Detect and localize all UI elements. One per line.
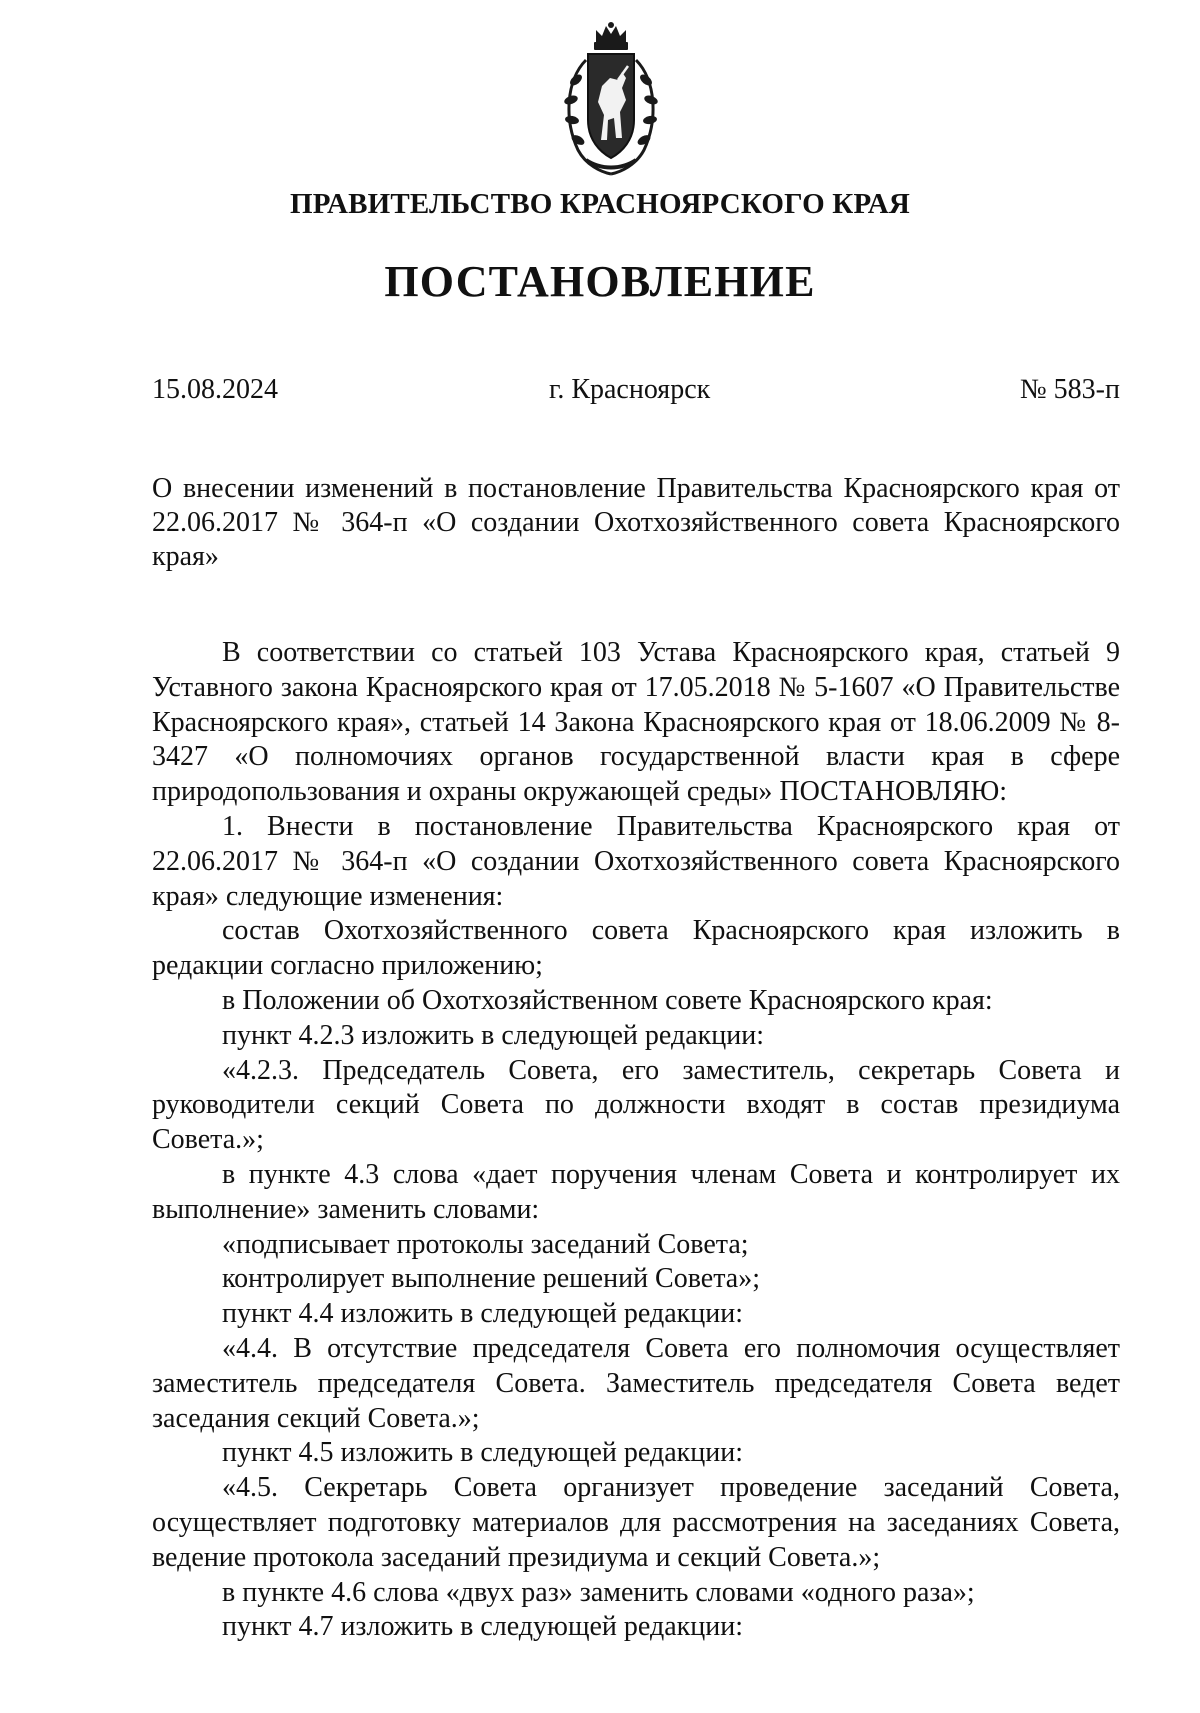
body-paragraph: В соответствии со статьей 103 Устава Красноярского края, статьей 9 Уставного закона Красноярского края от 17.05.2018 № 5-1607 «О Правительстве Красноярского края», статьей 14 Закона Красноярского края от 18.06.2009 № 8-3427 «О полномочиях органов государственной власти края в сфере природопользования и охраны окружающей среды» ПОСТАНОВЛЯЮ: [152, 637, 1120, 808]
document-date: 15.08.2024 [152, 374, 278, 405]
document-subject: О внесении изменений в постановление Правительства Красноярского края от 22.06.2017 № 364-п «О создании Охотхозяйственного совета Красноярского края» [152, 473, 1120, 572]
organization-title: ПРАВИТЕЛЬСТВО КРАСНОЯРСКОГО КРАЯ [289, 188, 911, 220]
body-paragraph: состав Охотхозяйственного совета Красноярского края изложить в редакции согласно приложению; [152, 915, 1120, 982]
document-meta-row [152, 374, 1120, 414]
body-paragraph: «подписывает протоколы заседаний Совета; [222, 1228, 749, 1260]
body-paragraph: в пункте 4.3 слова «дает поручения членам Совета и контролирует их выполнение» заменить словами: [152, 1158, 1120, 1225]
body-paragraph: контролирует выполнение решений Совета»; [222, 1263, 761, 1295]
body-paragraph: 1. Внести в постановление Правительства Красноярского края от 22.06.2017 № 364-п «О создании Охотхозяйственного совета Красноярского края» следующие изменения: [152, 810, 1120, 912]
body-paragraph: в пункте 4.6 слова «двух раз» заменить словами «одного раза»; [222, 1576, 975, 1608]
coat-of-arms-emblem [556, 20, 666, 180]
document-city: г. Красноярск [549, 374, 711, 405]
body-paragraph: «4.4. В отсутствие председателя Совета его полномочия осуществляет заместитель председателя Совета. Заместитель председателя Совета ведет заседания секций Совета.»; [152, 1332, 1120, 1434]
body-paragraph: «4.5. Секретарь Совета организует проведение заседаний Совета, осуществляет подготовку материалов для рассмотрения на заседаниях Совета, ведение протокола заседаний президиума и секций Совета.»; [152, 1472, 1120, 1573]
body-paragraph: пункт 4.7 изложить в следующей редакции: [222, 1611, 743, 1643]
body-paragraph: пункт 4.4 изложить в следующей редакции: [222, 1298, 743, 1330]
document-body [152, 636, 1120, 1645]
body-paragraph: в Положении об Охотхозяйственном совете Красноярского края: [222, 984, 993, 1016]
body-paragraph: пункт 4.2.3 изложить в следующей редакции: [222, 1019, 764, 1051]
document-type-title: ПОСТАНОВЛЕНИЕ [384, 257, 816, 306]
body-paragraph: «4.2.3. Председатель Совета, его заместитель, секретарь Совета и руководители секций Совета по должности входят в состав президиума Совета.»; [152, 1054, 1120, 1156]
body-paragraph: пункт 4.5 изложить в следующей редакции: [222, 1437, 743, 1469]
document-number: № 583-п [1019, 374, 1120, 405]
